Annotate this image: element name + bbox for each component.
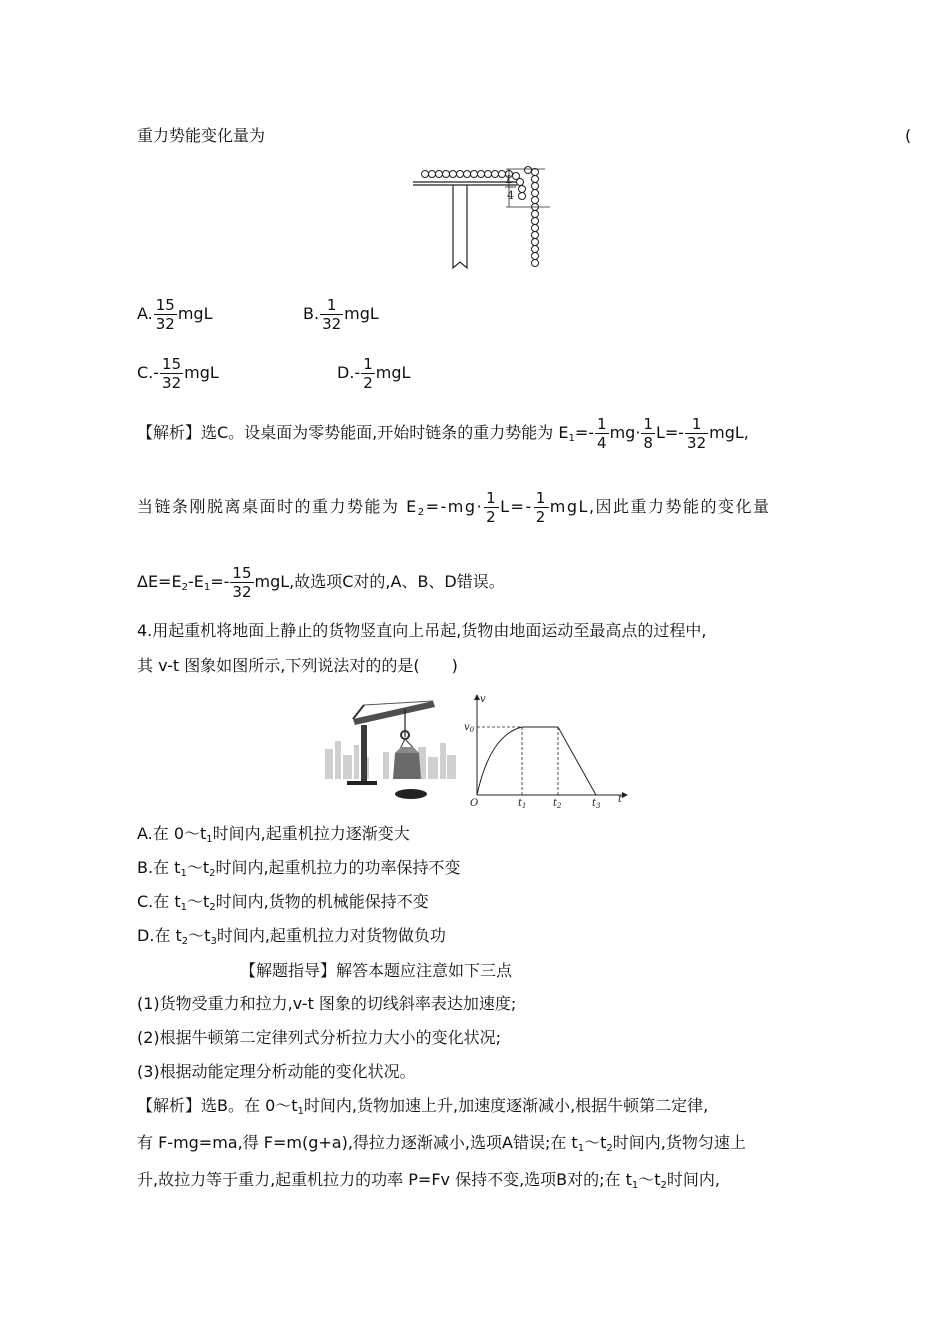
v-label: v	[480, 694, 486, 705]
guide-item-3: (3)根据动能定理分析动能的变化状况。	[137, 1062, 416, 1081]
chain-label-num: L	[506, 173, 514, 186]
t1-label: $t_1$	[518, 798, 527, 808]
fraction: $\frac{1}{2}$	[363, 355, 373, 392]
v-t-graph	[462, 690, 630, 808]
decel-segment	[558, 727, 596, 795]
guide-item-1: (1)货物受重力和拉力,v-t 图象的切线斜率表达加速度;	[137, 994, 517, 1013]
q4-option-b[interactable]: B.在 $t_1\sim t_2$时间内,起重机拉力的功率保持不变	[137, 858, 461, 879]
q4-stem-line1: 4.用起重机将地面上静止的货物竖直向上吊起,货物由地面运动至最高点的过程中,	[137, 621, 707, 640]
origin-label: O	[470, 798, 479, 808]
q3-open-paren: (	[905, 126, 912, 145]
q3-analysis-line1: 【解析】选C。设桌面为零势能面,开始时链条的重力势能为 $E_1=-$ $\frac{1}{4}$ mg· $\frac{1}{8}$ L=- $\frac{1}{32}$ mgL,	[137, 415, 749, 452]
q3-option-a[interactable]: A. $\frac{15}{32}$ mgL	[137, 296, 213, 333]
q4-stem-line2: 其 v-t 图象如图所示,下列说法对的的是( )	[137, 656, 458, 675]
chain-label-den: 4	[507, 189, 514, 202]
q3-option-b[interactable]: B. $\frac{1}{32}$ mgL	[303, 296, 379, 333]
q3-option-d[interactable]: D.- $\frac{1}{2}$ mgL	[337, 355, 411, 392]
q4-option-c[interactable]: C.在 $t_1\sim t_2$时间内,货物的机械能保持不变	[137, 892, 429, 913]
q4-analysis-line1: 【解析】选B。在 $0\sim t_1$时间内,货物加速上升,加速度逐渐减小,根据牛顿第二定律,	[137, 1096, 709, 1117]
q3-option-c[interactable]: C.- $\frac{15}{32}$ mgL	[137, 355, 219, 392]
q3-stem: 重力势能变化量为	[137, 126, 266, 145]
q3-analysis-line3: $\Delta E=E_2-E_1=-$ $\frac{15}{32}$ mgL,故选项C对的,A、B、D错误。	[137, 564, 505, 601]
guide-title: 【解题指导】解答本题应注意如下三点	[240, 961, 513, 980]
q4-option-a[interactable]: A.在 $0\sim t_1$时间内,起重机拉力逐渐变大	[137, 824, 410, 845]
v0-label: $v_0$	[464, 722, 475, 734]
q3-analysis-line2: 当链条刚脱离桌面时的重力势能为 $E_2=-mg\cdot$ $\frac{1}{2}$ L=- $\frac{1}{2}$ mgL,因此重力势能的变化量	[137, 489, 771, 526]
guide-item-2: (2)根据牛顿第二定律列式分析拉力大小的变化状况;	[137, 1028, 502, 1047]
crane-image	[323, 697, 458, 807]
q4-analysis-line2: 有 F-mg=ma,得 F=m(g+a),得拉力逐渐减小,选项A错误;在 $t_1\sim t_2$时间内,货物匀速上	[137, 1133, 746, 1154]
chain-table-figure	[405, 160, 555, 275]
fraction: $\frac{1}{32}$	[322, 296, 342, 333]
q4-analysis-line3: 升,故拉力等于重力,起重机拉力的功率 P=Fv 保持不变,选项B对的;在 $t_1\sim t_2$时间内,	[137, 1170, 721, 1191]
q4-option-d[interactable]: D.在 $t_2\sim t_3$时间内,起重机拉力对货物做负功	[137, 926, 446, 947]
fraction: $\frac{15}{32}$	[162, 355, 182, 392]
t3-label: $t_3$	[592, 798, 601, 808]
fraction: $\frac{15}{32}$	[155, 296, 175, 333]
t2-label: $t_2$	[553, 798, 562, 808]
accel-curve	[477, 727, 522, 795]
t-axis-label: t	[618, 794, 623, 805]
